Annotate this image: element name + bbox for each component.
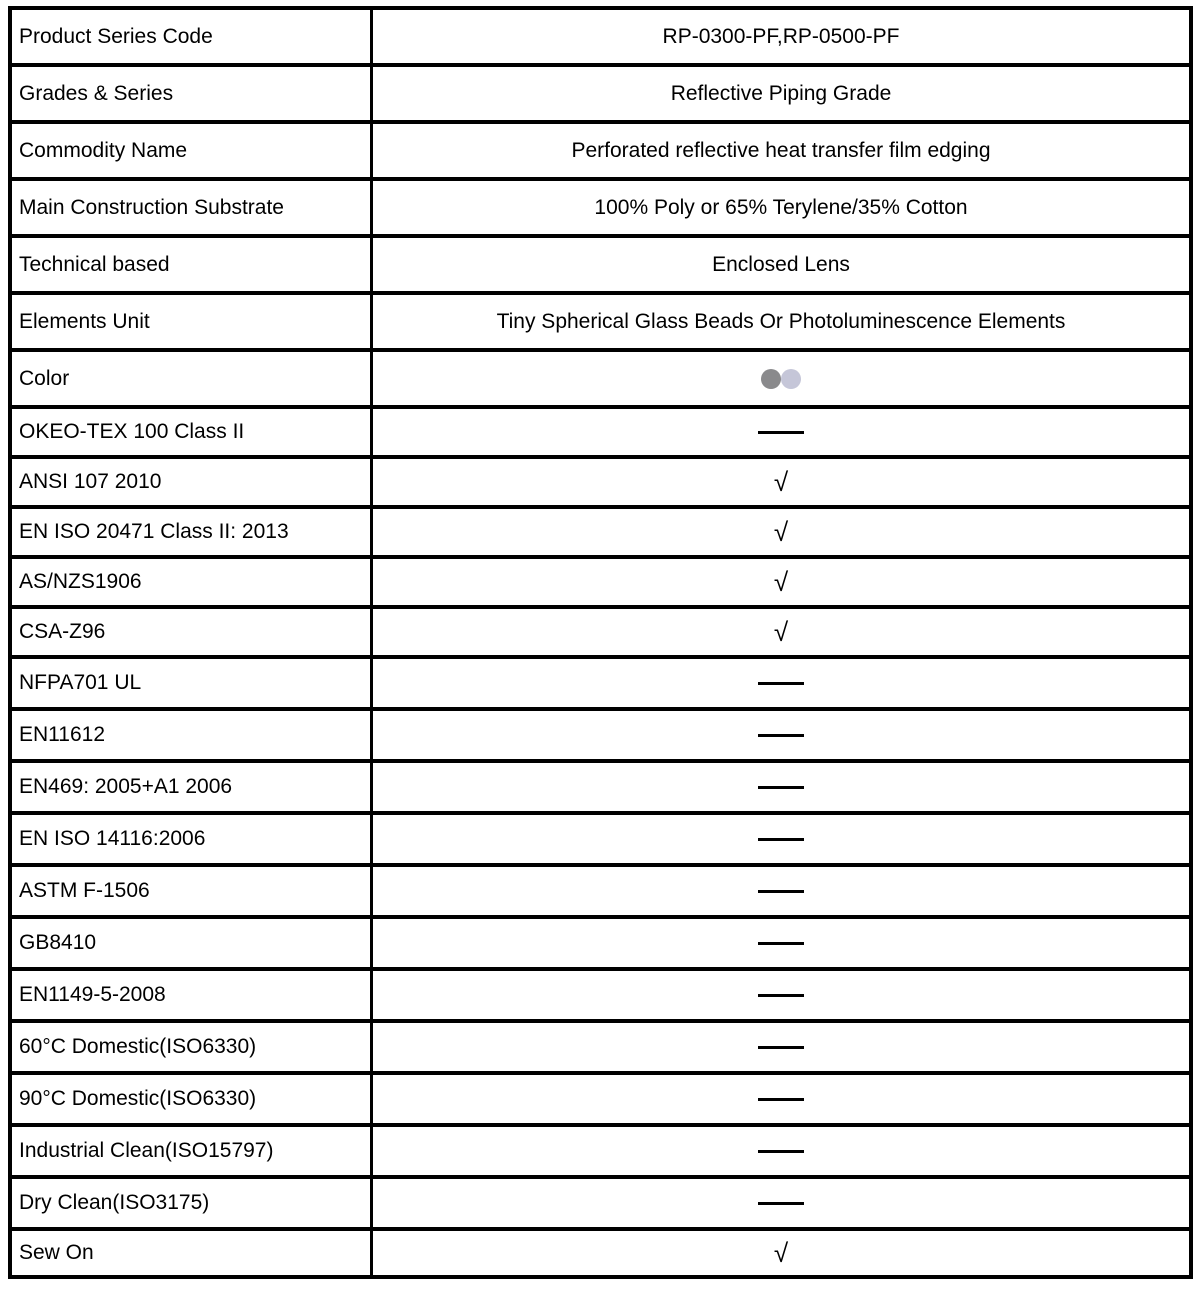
row-label: ASTM F-1506	[10, 865, 372, 917]
row-value	[372, 1125, 1192, 1177]
table-row	[10, 969, 1191, 1021]
row-value	[372, 607, 1192, 657]
row-value	[372, 407, 1192, 457]
row-label: EN1149-5-2008	[10, 969, 372, 1021]
row-label: Sew On	[10, 1229, 372, 1277]
row-label: EN11612	[10, 709, 372, 761]
row-label: Dry Clean(ISO3175)	[10, 1177, 372, 1229]
dash-mark-icon	[758, 682, 804, 685]
table-row	[10, 1021, 1191, 1073]
row-value	[372, 557, 1192, 607]
color-swatch-dot	[781, 369, 801, 389]
dash-mark-icon	[758, 431, 804, 434]
color-swatch-dot	[761, 369, 781, 389]
dash-mark-icon	[758, 1202, 804, 1205]
table-row	[10, 607, 1191, 657]
row-value	[372, 457, 1192, 507]
table-row	[10, 1177, 1191, 1229]
row-label: EN ISO 20471 Class II: 2013	[10, 507, 372, 557]
dash-mark-icon	[758, 734, 804, 737]
row-value: Tiny Spherical Glass Beads Or Photoluminescence Elements	[372, 293, 1192, 350]
row-value	[372, 350, 1192, 407]
dash-mark-icon	[758, 994, 804, 997]
row-label: 60°C Domestic(ISO6330)	[10, 1021, 372, 1073]
row-label: AS/NZS1906	[10, 557, 372, 607]
product-spec-sheet	[8, 6, 1200, 1279]
row-label: EN469: 2005+A1 2006	[10, 761, 372, 813]
spec-table-body	[10, 8, 1191, 1277]
row-value	[372, 813, 1192, 865]
row-label: Commodity Name	[10, 122, 372, 179]
table-row	[10, 122, 1191, 179]
row-value	[372, 1229, 1192, 1277]
table-row	[10, 293, 1191, 350]
row-label: CSA-Z96	[10, 607, 372, 657]
row-value	[372, 1177, 1192, 1229]
dash-mark-icon	[758, 786, 804, 789]
table-row	[10, 179, 1191, 236]
row-value: RP-0300-PF,RP-0500-PF	[372, 8, 1192, 65]
table-row	[10, 236, 1191, 293]
table-row	[10, 917, 1191, 969]
row-value	[372, 1021, 1192, 1073]
row-value: Enclosed Lens	[372, 236, 1192, 293]
table-row	[10, 1229, 1191, 1277]
table-row	[10, 557, 1191, 607]
row-value: Reflective Piping Grade	[372, 65, 1192, 122]
table-row	[10, 1073, 1191, 1125]
row-label: OKEO-TEX 100 Class II	[10, 407, 372, 457]
table-row	[10, 709, 1191, 761]
table-row	[10, 761, 1191, 813]
table-row	[10, 350, 1191, 407]
row-label: Technical based	[10, 236, 372, 293]
dash-mark-icon	[758, 942, 804, 945]
table-row	[10, 813, 1191, 865]
row-label: EN ISO 14116:2006	[10, 813, 372, 865]
row-label: Elements Unit	[10, 293, 372, 350]
row-value	[372, 507, 1192, 557]
row-value	[372, 761, 1192, 813]
spec-table	[8, 6, 1193, 1279]
row-value: 100% Poly or 65% Terylene/35% Cotton	[372, 179, 1192, 236]
row-value	[372, 1073, 1192, 1125]
row-label: Grades & Series	[10, 65, 372, 122]
table-row	[10, 8, 1191, 65]
check-mark-icon: √	[773, 517, 789, 547]
row-value	[372, 917, 1192, 969]
check-mark-icon: √	[773, 567, 789, 597]
table-row	[10, 657, 1191, 709]
row-value	[372, 969, 1192, 1021]
dash-mark-icon	[758, 1098, 804, 1101]
table-row	[10, 65, 1191, 122]
check-mark-icon: √	[773, 1238, 789, 1268]
row-value: Perforated reflective heat transfer film edging	[372, 122, 1192, 179]
row-label: NFPA701 UL	[10, 657, 372, 709]
dash-mark-icon	[758, 1150, 804, 1153]
row-value	[372, 709, 1192, 761]
table-row	[10, 865, 1191, 917]
row-label: Color	[10, 350, 372, 407]
row-label: Product Series Code	[10, 8, 372, 65]
row-label: 90°C Domestic(ISO6330)	[10, 1073, 372, 1125]
check-mark-icon: √	[773, 617, 789, 647]
table-row	[10, 457, 1191, 507]
table-row	[10, 1125, 1191, 1177]
check-mark-icon: √	[773, 467, 789, 497]
row-value	[372, 657, 1192, 709]
row-label: Industrial Clean(ISO15797)	[10, 1125, 372, 1177]
table-row	[10, 507, 1191, 557]
dash-mark-icon	[758, 838, 804, 841]
row-label: Main Construction Substrate	[10, 179, 372, 236]
dash-mark-icon	[758, 1046, 804, 1049]
dash-mark-icon	[758, 890, 804, 893]
row-label: GB8410	[10, 917, 372, 969]
row-value	[372, 865, 1192, 917]
row-label: ANSI 107 2010	[10, 457, 372, 507]
table-row	[10, 407, 1191, 457]
